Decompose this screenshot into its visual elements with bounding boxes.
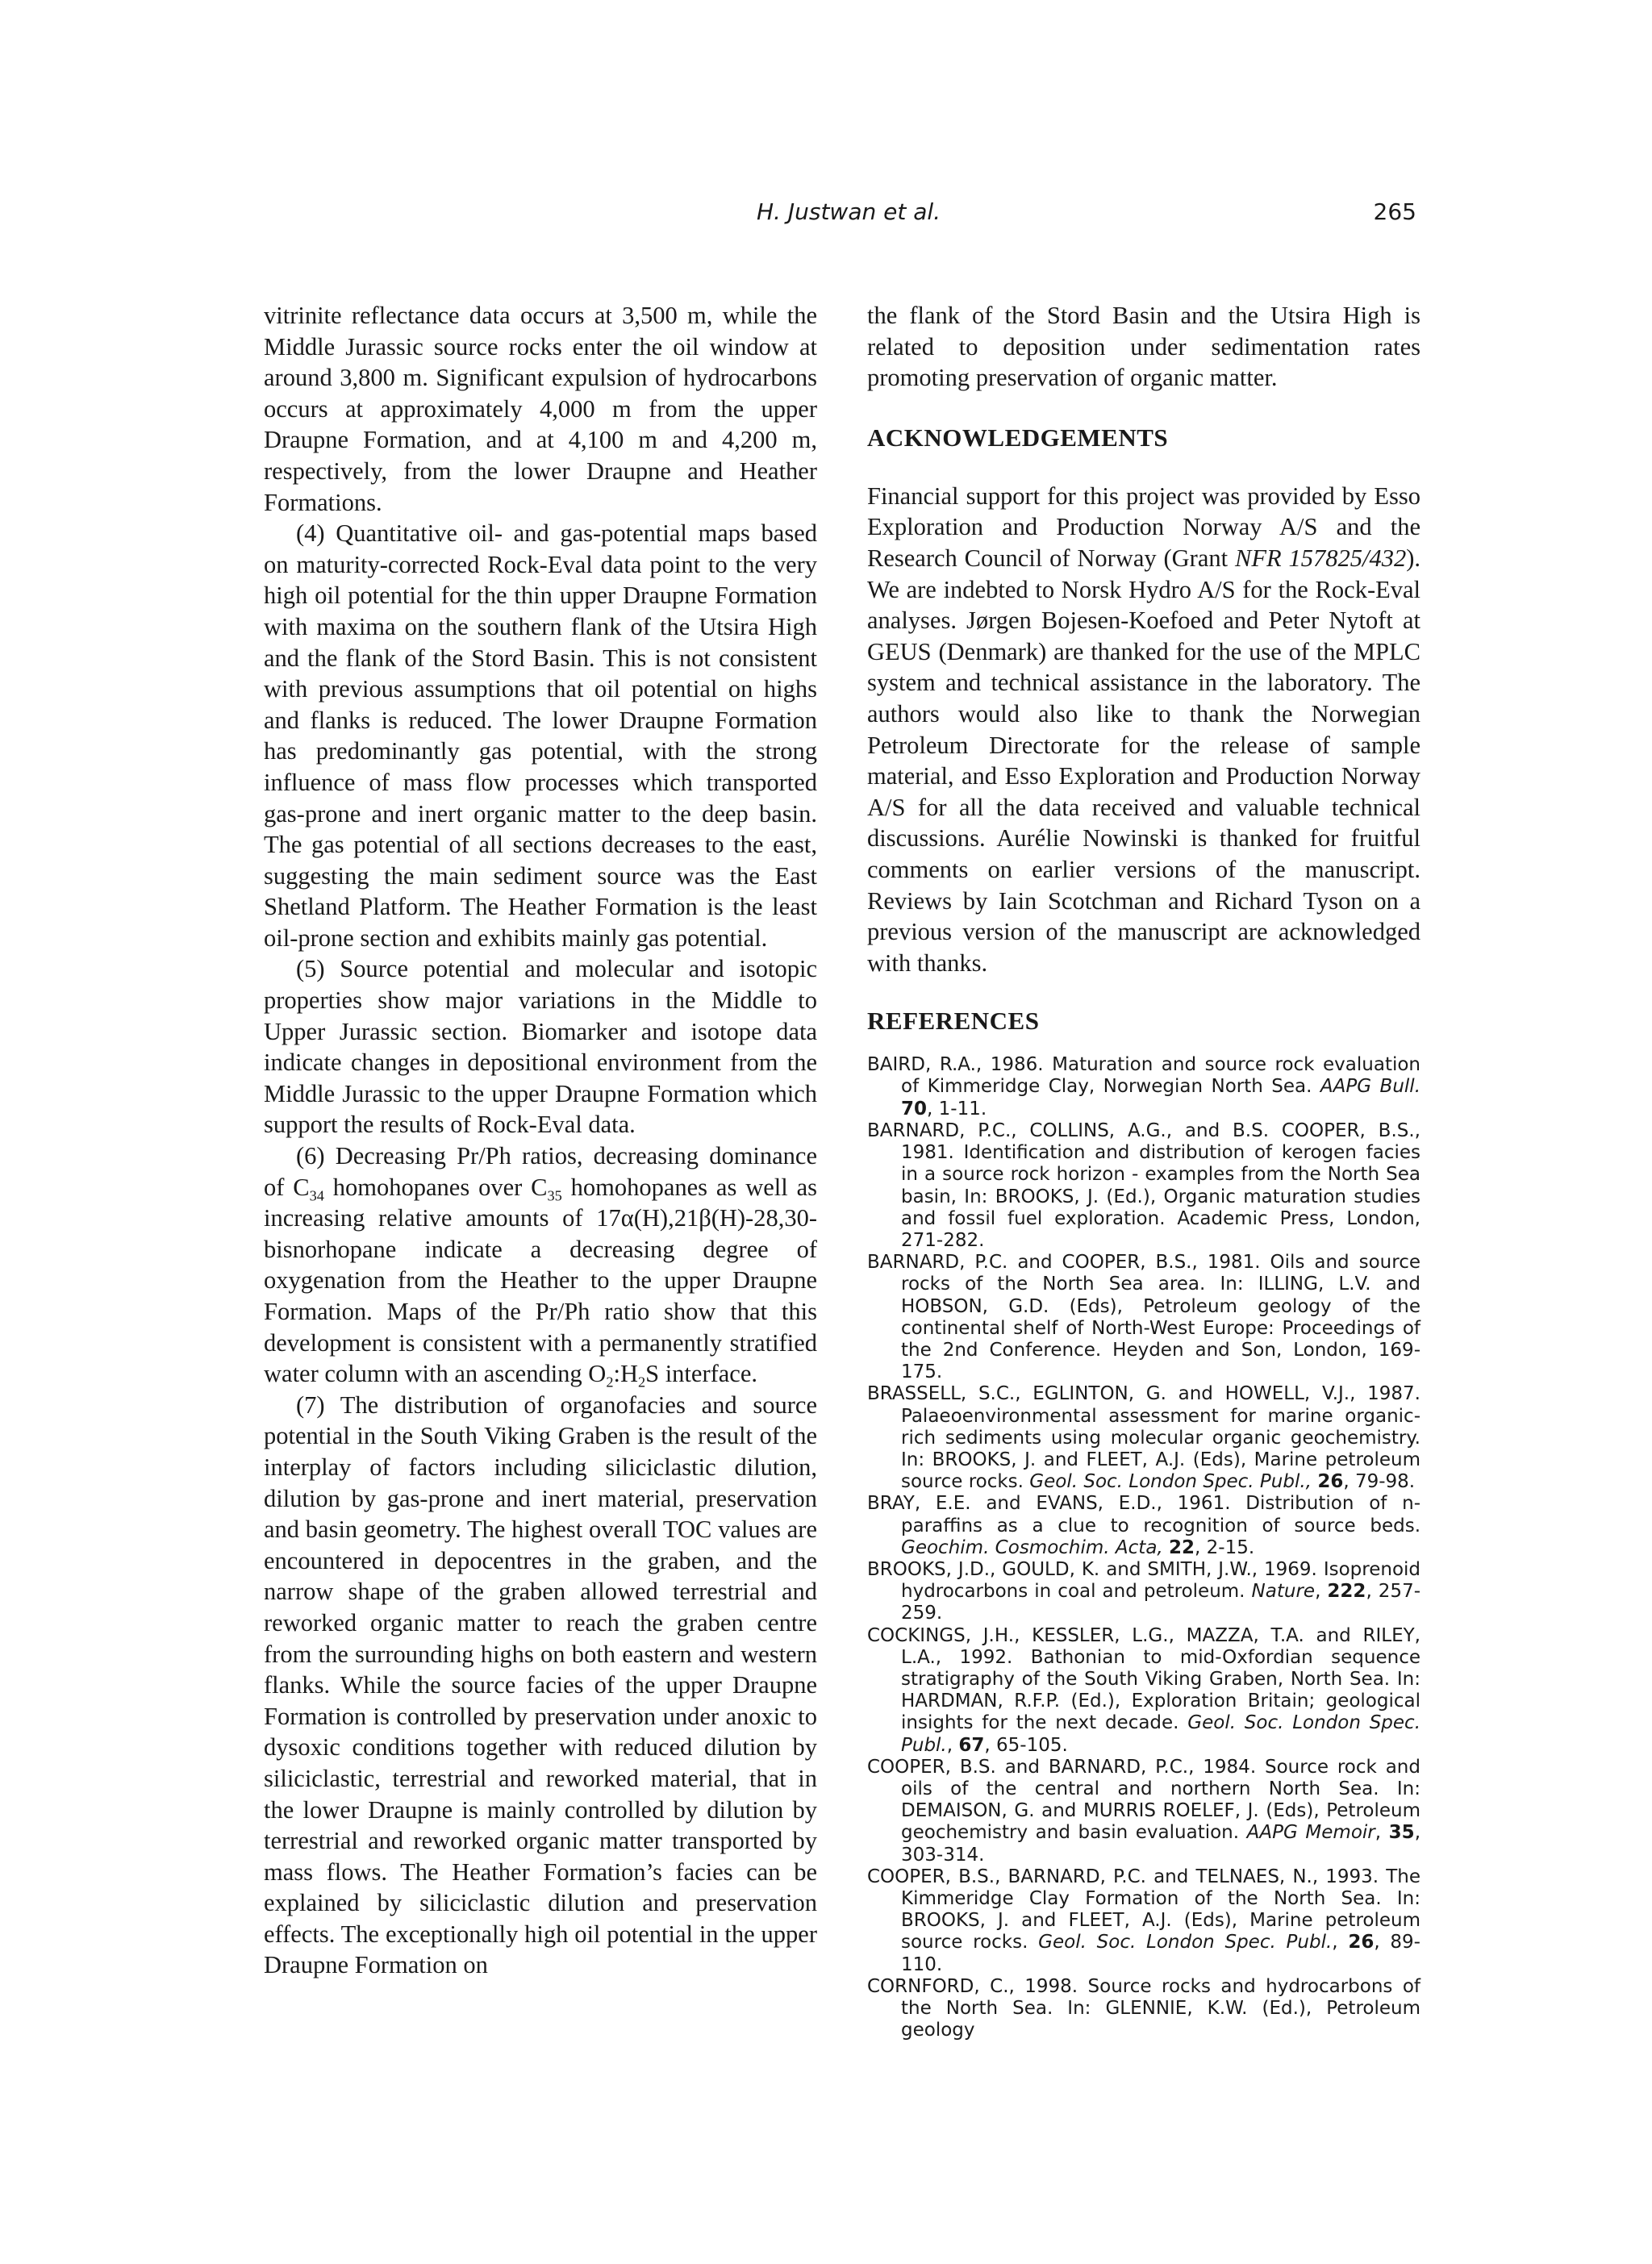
reference-item: BROOKS, J.D., GOULD, K. and SMITH, J.W., 1969. Isoprenoid hydrocarbons in coal and petroleum. Nature, 222, 257-259. xyxy=(867,1558,1420,1624)
acknowledgements-text: Financial support for this project was provided by Esso Exploration and Production Norway A/S and the Research Council of Norway (Grant NFR 157825/432). We are indebted to Norsk Hydro A/S for the Rock-Eval analyses. Jørgen Bojesen-Koefoed and Peter Nytoft at GEUS (Denmark) are thanked for the use of the MPLC system and technical assistance in the laboratory. The authors would also like to thank the Norwegian Petroleum Directorate for the release of sample material, and Esso Exploration and Production Norway A/S for all the data received and valuable technical discussions. Aurélie Nowinski is thanked for fruitful comments on earlier versions of the manuscript. Reviews by Iain Scotchman and Richard Tyson on a previous version of the manuscript are acknowledged with thanks. xyxy=(867,482,1420,977)
conclusion-7: (7) The distribution of organofacies and source potential in the South Viking Graben is the result of the interplay of factors including siliciclastic dilution, dilution by gas-prone and inert material, preservation and basin geometry. The highest overall TOC values are encountered in depocentres in the graben, and the narrow shape of the graben allowed terrestrial and reworked organic matter to reach the graben centre from the surrounding highs on both eastern and western flanks. While the source facies of the upper Draupne Formation is controlled by preservation under anoxic to dysoxic conditions together with reduced dilution by siliciclastic, terrestrial and reworked material, that in the lower Draupne is mainly controlled by dilution by terrestrial and reworked organic matter transported by mass flows. The Heather Formation’s facies can be explained by siliciclastic dilution and preservation effects. The exceptionally high oil potential in the upper Draupne Formation on xyxy=(264,1391,817,1979)
reference-item: COCKINGS, J.H., KESSLER, L.G., MAZZA, T.A. and RILEY, L.A., 1992. Bathonian to mid-Oxfordian sequence stratigraphy of the South Viking Graben, North Sea. In: HARDMAN, R.F.P. (Ed.), Exploration Britain; geological insights for the next decade. Geol. Soc. London Spec. Publ., 67, 65-105. xyxy=(867,1624,1421,1756)
reference-item: BARNARD, P.C. and COOPER, B.S., 1981. Oils and source rocks of the North Sea area. In: ILLING, L.V. and HOBSON, G.D. (Eds), Petroleum geology of the continental shelf of North-West Europe: Proceedings of the 2nd Conference. Heyden and Son, London, 169-175. xyxy=(867,1252,1420,1383)
reference-item: BRASSELL, S.C., EGLINTON, G. and HOWELL, V.J., 1987. Palaeoenvironmental assessment for marine organic-rich sediments using molecular organic geochemistry. In: BROOKS, J. and FLEET, A.J. (Eds), Marine petroleum source rocks. Geol. Soc. London Spec. Publ., 26, 79-98. xyxy=(867,1383,1420,1493)
reference-item: CORNFORD, C., 1998. Source rocks and hydrocarbons of the North Sea. In: GLENNIE, K.W. (Ed.), Petroleum geology xyxy=(867,1975,1420,2041)
acknowledgements-heading: ACKNOWLEDGEMENTS xyxy=(867,423,1169,452)
reference-item: COOPER, B.S., BARNARD, P.C. and TELNAES, N., 1993. The Kimmeridge Clay Formation of the North Sea. In: BROOKS, J. and FLEET, A.J. (Eds), Marine petroleum source rocks. Geol. Soc. London Spec. Publ., 26, 89-110. xyxy=(867,1866,1420,1975)
page-header xyxy=(0,198,1652,231)
conclusion-4: (4) Quantitative oil- and gas-potential maps based on maturity-corrected Rock-Eval data point to the very high oil potential for the thin upper Draupne Formation with maxima on the southern flank of the Utsira High and the flank of the Stord Basin. This is not consistent with previous assumptions that oil potential on highs and flanks is reduced. The lower Draupne Formation has predominantly gas potential, with the strong influence of mass flow processes which transported gas-prone and inert organic matter to the deep basin. The gas potential of all sections decreases to the east, suggesting the main sediment source was the East Shetland Platform. The Heather Formation is the least oil-prone section and exhibits mainly gas potential. xyxy=(264,519,817,952)
conclusion-7-continued: the flank of the Stord Basin and the Utsira High is related to deposition under sedimentation rates promoting preservation of organic matter. xyxy=(867,302,1420,392)
left-column xyxy=(264,300,817,1981)
reference-item: BRAY, E.E. and EVANS, E.D., 1961. Distribution of n-paraffins as a clue to recognition of source beds. Geochim. Cosmochim. Acta, 22, 2-15. xyxy=(867,1493,1420,1558)
conclusion-5: (5) Source potential and molecular and isotopic properties show major variations in the Middle to Upper Jurassic section. Biomarker and isotope data indicate changes in depositional environment from the Middle Jurassic to the upper Draupne Formation which support the results of Rock-Eval data. xyxy=(264,955,817,1139)
conclusion-6: (6) Decreasing Pr/Ph ratios, decreasing dominance of $C_{34}$ homohopanes over $C_{35}$ homohopanes as well as increasing relative amounts of 17α(H),21β(H)-28,30-bisnorhopane indicate a decreasing degree of oxygenation from the Heather to the upper Draupne Formation. Maps of the Pr/Ph ratio show that this development is consistent with a permanently stratified water column with an ascending $O_2:H_2S$ interface. xyxy=(264,1142,817,1391)
reference-item: BARNARD, P.C., COLLINS, A.G., and B.S. COOPER, B.S., 1981. Identification and distribution of kerogen facies in a source rock horizon - examples from the North Sea basin, In: BROOKS, J. (Ed.), Organic maturation studies and fossil fuel exploration. Academic Press, London, 271-282. xyxy=(867,1119,1420,1251)
references-heading: REFERENCES xyxy=(867,1007,1040,1036)
reference-list xyxy=(867,1054,1420,2041)
reference-item: COOPER, B.S. and BARNARD, P.C., 1984. Source rock and oils of the central and northern North Sea. In: DEMAISON, G. and MURRIS ROELEF, J. (Eds), Petroleum geochemistry and basin evaluation. AAPG Memoir, 35, 303-314. xyxy=(867,1756,1420,1866)
right-column xyxy=(867,300,1420,2041)
reference-item: BAIRD, R.A., 1986. Maturation and source rock evaluation of Kimmeridge Clay, Norwegian North Sea. AAPG Bull. 70, 1-11. xyxy=(867,1054,1420,1119)
page-number: 265 xyxy=(1373,198,1416,225)
running-title: H. Justwan et al. xyxy=(757,198,941,225)
conclusions-paragraph-continued: vitrinite reflectance data occurs at 3,500 m, while the Middle Jurassic source rocks enter the oil window at around 3,800 m. Significant expulsion of hydrocarbons occurs at approximately 4,000 m from the upper Draupne Formation, and at 4,100 m and 4,200 m, respectively, from the lower Draupne and Heather Formations. xyxy=(264,302,817,516)
